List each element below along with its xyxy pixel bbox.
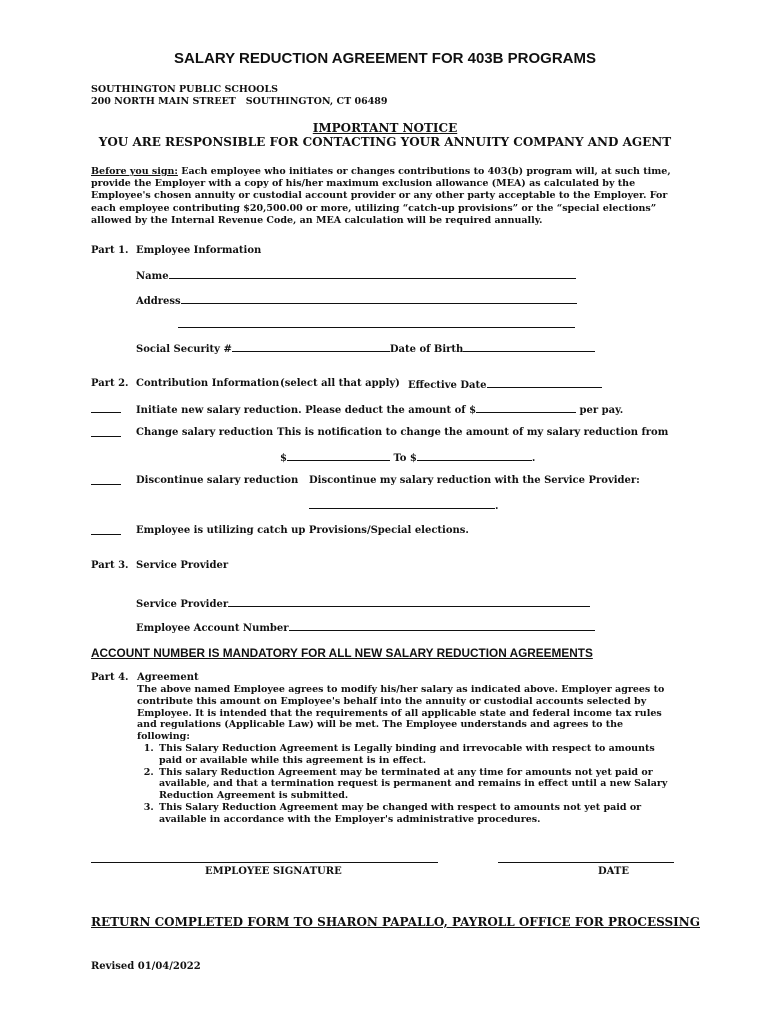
initiate-amount-line[interactable]: [476, 403, 576, 413]
change-amount-row: [280, 451, 535, 464]
date-label: DATE: [598, 866, 629, 877]
notice-heading: IMPORTANT NOTICE: [312, 121, 458, 135]
change-period: .: [531, 453, 536, 464]
date-line[interactable]: [498, 862, 674, 863]
initiate-text: Initiate new salary reduction. Please deduct the amount of $: [136, 405, 477, 416]
catchup-text: Employee is utilizing catch up Provisions/Special elections.: [136, 525, 469, 536]
discontinue-period: .: [495, 501, 499, 512]
notice-paragraph: [91, 166, 691, 227]
initiate-row: [136, 403, 623, 416]
address-line-1[interactable]: [181, 294, 577, 304]
notice-lead: Before you sign:: [91, 166, 178, 177]
org-address: 200 NORTH MAIN STREET SOUTHINGTON, CT 06489: [91, 96, 388, 107]
employee-signature-line[interactable]: [91, 862, 438, 863]
part1-label: Part 1.: [91, 245, 129, 256]
dob-line[interactable]: [463, 342, 595, 352]
notice-subheading: YOU ARE RESPONSIBLE FOR CONTACTING YOUR ANNUITY COMPANY AND AGENT: [98, 135, 672, 149]
notice-body: Each employee who initiates or changes contributions to 403(b) program will, at such time, provide the Employer with a copy of his/her maximum exclusion allowance (MEA) as calculated by the Employee's chosen annuity or custodial account provider or any other party acceptable to the Employer. For each employee contributing $20,500.00 or more, utilizing “catch-up provisions” or the “special elections” allowed by the Internal Revenue Code, an MEA calculation will be required annually.: [91, 166, 671, 226]
effective-date-line[interactable]: [487, 378, 602, 388]
per-pay-text: per pay.: [579, 405, 624, 416]
from-amount-line[interactable]: [287, 451, 390, 461]
change-checkbox[interactable]: [91, 427, 121, 440]
part1-heading: Employee Information: [136, 245, 262, 256]
name-field[interactable]: [136, 269, 576, 282]
revised-date: Revised 01/04/2022: [91, 961, 201, 972]
effective-date-label: Effective Date: [408, 380, 487, 391]
name-line[interactable]: [169, 269, 576, 279]
service-provider-line[interactable]: [228, 597, 590, 607]
account-number-field[interactable]: [136, 621, 595, 634]
part4-heading: Agreement: [137, 672, 199, 683]
to-amount-line[interactable]: [417, 451, 532, 461]
account-number-label: Employee Account Number: [136, 623, 289, 634]
agreement-list: [137, 743, 677, 826]
part3-label: Part 3.: [91, 560, 129, 571]
address-label: Address: [136, 296, 181, 307]
part4-label: Part 4.: [91, 672, 129, 683]
to-text: To $: [393, 453, 417, 464]
employee-signature-label: EMPLOYEE SIGNATURE: [205, 866, 342, 877]
ssn-label: Social Security #: [136, 344, 232, 355]
discontinue-provider-row: [309, 499, 498, 512]
dob-label: Date of Birth: [389, 344, 464, 355]
account-number-line[interactable]: [289, 621, 595, 631]
catchup-checkbox[interactable]: [91, 525, 121, 538]
from-dollar-sign: $: [280, 453, 287, 464]
service-provider-field[interactable]: [136, 597, 590, 610]
part2-label: Part 2.: [91, 378, 129, 389]
mandatory-notice: ACCOUNT NUMBER IS MANDATORY FOR ALL NEW SALARY REDUCTION AGREEMENTS: [91, 646, 593, 660]
agreement-body: [137, 684, 677, 826]
change-text: This is notification to change the amount of my salary reduction from: [277, 427, 669, 438]
org-name: SOUTHINGTON PUBLIC SCHOOLS: [91, 84, 278, 95]
agreement-item: 2. This salary Reduction Agreement may be terminated at any time for amounts not yet paid or available, and that a termination request is permanent and remains in effect until a new Salary Reduction Agreement is submitted.: [157, 767, 677, 802]
address-field[interactable]: [136, 294, 577, 307]
address-line-2[interactable]: [178, 327, 575, 328]
agreement-item: 1. This Salary Reduction Agreement is Legally binding and irrevocable with respect to amounts paid or available while this agreement is in effect.: [157, 743, 677, 767]
ssn-line[interactable]: [232, 342, 390, 352]
return-instruction: RETURN COMPLETED FORM TO SHARON PAPALLO, PAYROLL OFFICE FOR PROCESSING: [91, 915, 700, 929]
agreement-item: 3. This Salary Reduction Agreement may be changed with respect to amounts not yet paid or available in accordance with the Employer's administrative procedures.: [157, 802, 677, 826]
initiate-checkbox[interactable]: [91, 403, 121, 416]
effective-date-field[interactable]: [408, 378, 602, 391]
discontinue-text: Discontinue my salary reduction with the Service Provider:: [309, 475, 640, 486]
service-provider-label: Service Provider: [136, 599, 229, 610]
name-label: Name: [136, 271, 169, 282]
discontinue-label: Discontinue salary reduction: [136, 475, 299, 486]
part3-heading: Service Provider: [136, 560, 229, 571]
part2-heading: Contribution Information: [136, 378, 280, 389]
part2-select-note: (select all that apply): [280, 378, 400, 389]
ssn-dob-field[interactable]: [136, 342, 595, 355]
document-title: SALARY REDUCTION AGREEMENT FOR 403B PROGRAMS: [174, 50, 596, 67]
discontinue-provider-line[interactable]: [309, 499, 495, 509]
agreement-intro: The above named Employee agrees to modify his/her salary as indicated above. Employer agrees to contribute this amount on Employee's behalf into the annuity or custodial accounts selected by Employee. It is intended that the requirements of all applicable state and federal income tax rules and regulations (Applicable Law) will be met. The Employee understands and agrees to the following:: [137, 684, 665, 743]
discontinue-checkbox[interactable]: [91, 475, 121, 488]
change-label: Change salary reduction: [136, 427, 274, 438]
